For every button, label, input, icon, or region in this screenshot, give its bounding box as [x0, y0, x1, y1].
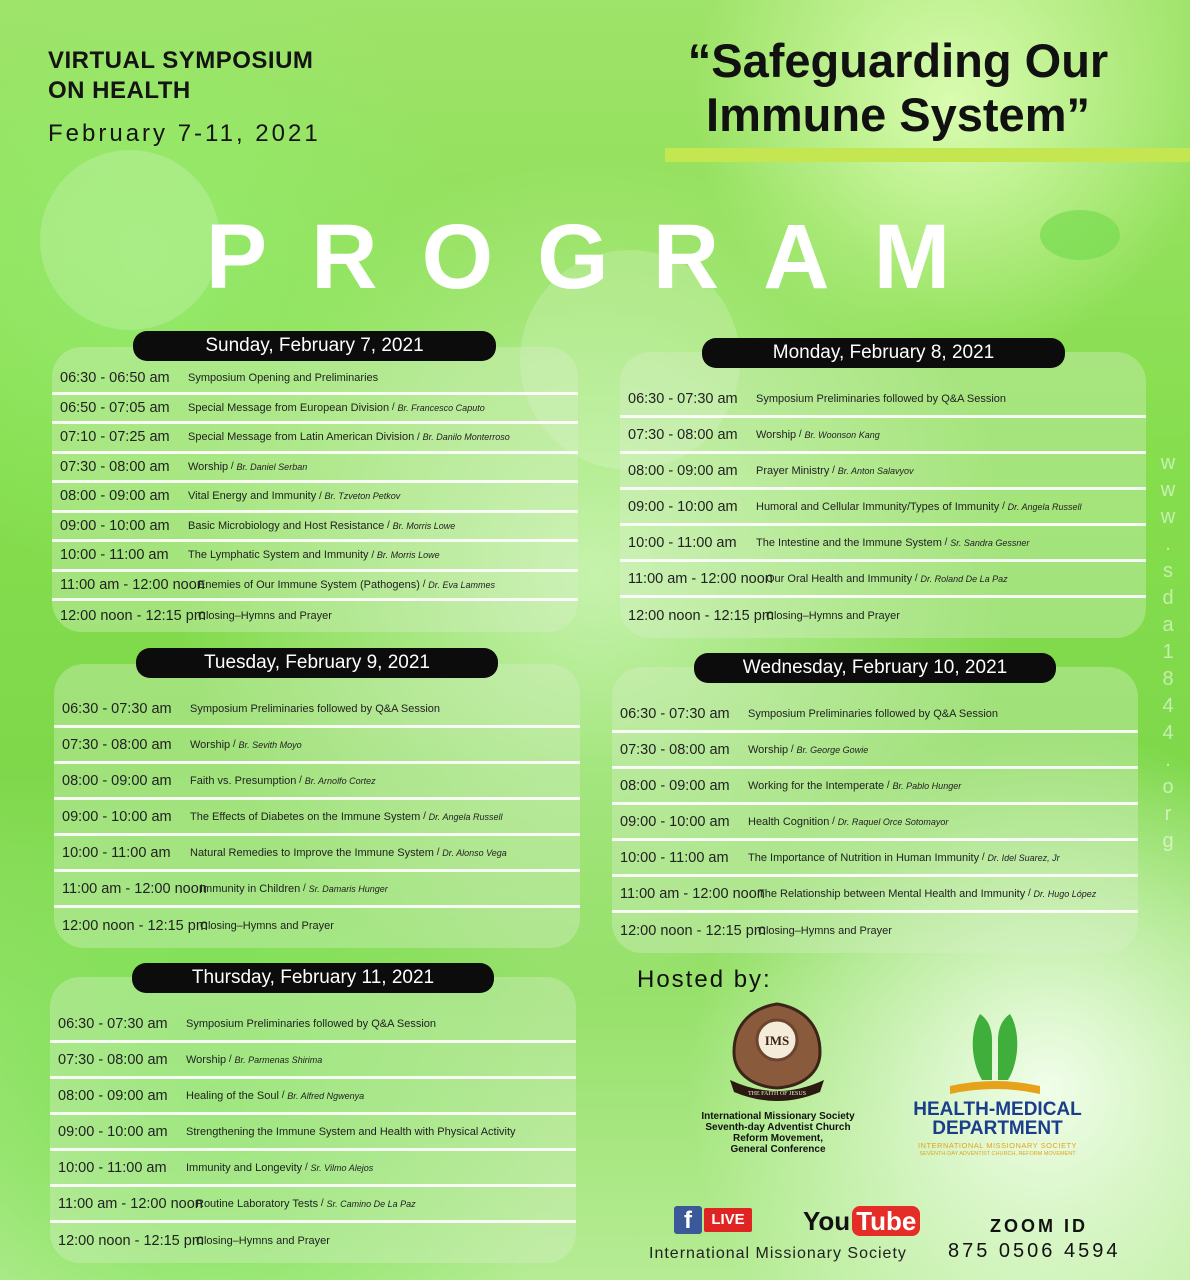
schedule-row [54, 908, 580, 944]
stream-organization: International Missionary Society [649, 1245, 907, 1262]
facebook-live-badge[interactable]: LIVE [704, 1208, 752, 1232]
schedule-topic: Closing–Hymns and Prayer [766, 610, 900, 622]
schedule-rows [620, 382, 1146, 634]
schedule-topic: Closing–Hymns and Prayer [196, 1235, 330, 1247]
website-url [1157, 450, 1179, 855]
ims-seal-logo [722, 1000, 832, 1104]
schedule-time: 06:30 - 06:50 am [60, 370, 170, 387]
day-title-pill: Tuesday, February 9, 2021 [136, 648, 498, 678]
schedule-row [620, 562, 1146, 598]
schedule-topic: Symposium Opening and Preliminaries [188, 372, 379, 385]
schedule-time: 08:00 - 09:00 am [58, 1087, 168, 1104]
schedule-topic: Symposium Preliminaries followed by Q&A Session [190, 702, 441, 715]
schedule-topic: Worship [190, 738, 231, 751]
speaker-separator: / [296, 775, 305, 786]
day-title-pill: Thursday, February 11, 2021 [132, 963, 494, 993]
schedule-speaker: Br. George Gowie [796, 744, 869, 755]
website-char: w [1160, 452, 1176, 474]
website-char: o [1162, 776, 1174, 798]
schedule-time: 09:00 - 10:00 am [620, 813, 730, 830]
event-header [48, 46, 321, 148]
website-char: . [1165, 749, 1171, 771]
schedule-speaker: Br. Woonson Kang [804, 429, 880, 440]
schedule-speaker: Br. Sevith Moyo [238, 739, 302, 750]
schedule-time: 08:00 - 09:00 am [60, 488, 170, 505]
day-card-sunday [52, 331, 578, 632]
schedule-time: 11:00 am - 12:00 noon [58, 1195, 203, 1212]
schedule-speaker: Dr. Raquel Orce Sotomayor [837, 816, 949, 827]
schedule-speaker: Sr. Sandra Gessner [950, 537, 1030, 548]
zoom-label: ZOOM ID [990, 1216, 1088, 1236]
schedule-speaker: Br. Daniel Serban [236, 461, 308, 472]
schedule-row [620, 598, 1146, 634]
speaker-separator: / [318, 1198, 327, 1209]
schedule-row [50, 1007, 576, 1043]
schedule-speaker: Dr. Roland De La Paz [920, 573, 1008, 584]
schedule-topic: Special Message from Latin American Division [188, 431, 415, 444]
theme-underline [665, 148, 1190, 162]
schedule-topic: Routine Laboratory Tests [196, 1197, 319, 1210]
speaker-separator: / [979, 852, 988, 863]
schedule-row [52, 601, 578, 631]
speaker-separator: / [226, 1054, 235, 1065]
schedule-time: 07:30 - 08:00 am [628, 426, 738, 443]
schedule-row [54, 872, 580, 908]
speaker-separator: / [884, 780, 893, 791]
schedule-row [52, 483, 578, 513]
ims-banner-text: THE FAITH OF JESUS [747, 1091, 807, 1097]
schedule-time: 11:00 am - 12:00 noon [60, 576, 205, 593]
schedule-speaker: Dr. Eva Lammes [428, 579, 495, 590]
health-medical-hands-logo [940, 1010, 1050, 1102]
schedule-topic: Our Oral Health and Immunity [766, 572, 913, 585]
youtube-tube: Tube [852, 1206, 920, 1236]
speaker-separator: / [230, 739, 239, 750]
schedule-speaker: Br. Tzveton Petkov [324, 491, 401, 502]
speaker-separator: / [420, 811, 429, 822]
website-char: s [1163, 560, 1173, 582]
schedule-time: 12:00 noon - 12:15 pm [620, 923, 766, 939]
schedule-row [50, 1115, 576, 1151]
ims-name-line: International Missionary Society [701, 1111, 855, 1122]
schedule-row [52, 572, 578, 602]
website-char: 4 [1162, 722, 1174, 744]
schedule-topic: Working for the Intemperate [748, 779, 885, 792]
schedule-row [612, 841, 1138, 877]
schedule-time: 07:30 - 08:00 am [620, 741, 730, 758]
schedule-time: 07:30 - 08:00 am [62, 736, 172, 753]
website-char: d [1162, 587, 1174, 609]
schedule-time: 08:00 - 09:00 am [628, 462, 738, 479]
schedule-topic: Symposium Preliminaries followed by Q&A Session [756, 392, 1007, 405]
schedule-topic: Basic Microbiology and Host Resistance [188, 519, 385, 532]
event-title-line1: VIRTUAL SYMPOSIUM [48, 47, 314, 74]
schedule-speaker: Br. Alfred Ngwenya [287, 1090, 365, 1101]
schedule-time: 11:00 am - 12:00 noon [620, 885, 765, 902]
facebook-icon[interactable]: f [674, 1206, 702, 1234]
schedule-row [612, 733, 1138, 769]
schedule-time: 12:00 noon - 12:15 pm [628, 608, 774, 624]
schedule-speaker: Dr. Idel Suarez, Jr [987, 852, 1060, 863]
day-card-thursday [50, 963, 576, 1263]
website-char: w [1160, 479, 1176, 501]
schedule-speaker: Br. Anton Salavyov [837, 465, 914, 476]
schedule-speaker: Dr. Hugo López [1033, 888, 1097, 899]
youtube-logo[interactable] [803, 1206, 920, 1237]
schedule-speaker: Br. Morris Lowe [376, 550, 440, 561]
speaker-separator: / [302, 1162, 311, 1173]
speaker-separator: / [796, 429, 805, 440]
schedule-time: 12:00 noon - 12:15 pm [62, 918, 208, 934]
schedule-speaker: Br. Francesco Caputo [397, 402, 485, 413]
schedule-speaker: Br. Danilo Monterroso [422, 432, 510, 443]
schedule-topic: Special Message from European Division [188, 401, 390, 414]
schedule-row [612, 697, 1138, 733]
speaker-separator: / [414, 431, 423, 443]
website-char: . [1165, 533, 1171, 555]
schedule-row [52, 542, 578, 572]
website-char: a [1162, 614, 1174, 636]
schedule-topic: The Importance of Nutrition in Human Immunity [748, 851, 980, 864]
schedule-row [612, 877, 1138, 913]
schedule-row [50, 1079, 576, 1115]
hmd-subtitle-small: SEVENTH-DAY ADVENTIST CHURCH, REFORM MOVEMENT [919, 1151, 1076, 1157]
schedule-time: 07:30 - 08:00 am [58, 1051, 168, 1068]
zoom-id: 875 0506 4594 [948, 1240, 1121, 1262]
speaker-separator: / [1025, 888, 1034, 899]
schedule-time: 09:00 - 10:00 am [62, 808, 172, 825]
speaker-separator: / [912, 573, 921, 584]
schedule-topic: The Relationship between Mental Health and Immunity [758, 887, 1026, 900]
website-char: w [1160, 506, 1176, 528]
schedule-row [54, 692, 580, 728]
speaker-separator: / [300, 883, 309, 894]
schedule-time: 09:00 - 10:00 am [58, 1123, 168, 1140]
schedule-rows [52, 365, 578, 631]
schedule-rows [612, 697, 1138, 949]
day-title-pill: Wednesday, February 10, 2021 [694, 653, 1056, 683]
schedule-topic: Natural Remedies to Improve the Immune System [190, 846, 434, 859]
schedule-row [50, 1223, 576, 1259]
schedule-row [52, 513, 578, 543]
speaker-separator: / [829, 465, 838, 476]
decor-leaf [1040, 210, 1120, 260]
speaker-separator: / [316, 490, 325, 502]
schedule-time: 09:00 - 10:00 am [60, 517, 170, 534]
schedule-speaker: Sr. Camino De La Paz [326, 1198, 416, 1209]
event-title-line2: ON HEALTH [48, 77, 191, 104]
schedule-row [54, 728, 580, 764]
speaker-separator: / [278, 1090, 288, 1101]
schedule-time: 08:00 - 09:00 am [62, 772, 172, 789]
schedule-topic: Immunity and Longevity [186, 1161, 303, 1174]
hosted-by-label: Hosted by: [637, 966, 772, 993]
schedule-topic: Symposium Preliminaries followed by Q&A Session [186, 1017, 437, 1030]
schedule-row [620, 490, 1146, 526]
ims-seal-text: IMS [764, 1033, 790, 1048]
schedule-time: 10:00 - 11:00 am [62, 844, 171, 861]
schedule-row [54, 800, 580, 836]
speaker-separator: / [384, 520, 393, 532]
schedule-time: 06:30 - 07:30 am [628, 390, 738, 407]
schedule-topic: Immunity in Children [200, 882, 301, 895]
theme-line2: Immune System” [706, 88, 1090, 141]
schedule-topic: Worship [748, 743, 789, 756]
speaker-separator: / [419, 579, 429, 591]
schedule-time: 12:00 noon - 12:15 pm [60, 607, 206, 624]
schedule-row [52, 454, 578, 484]
schedule-row [50, 1043, 576, 1079]
schedule-row [612, 805, 1138, 841]
schedule-topic: Humoral and Cellular Immunity/Types of Immunity [756, 500, 1000, 513]
schedule-speaker: Dr. Alonso Vega [442, 847, 507, 858]
day-title-pill: Monday, February 8, 2021 [702, 338, 1065, 368]
schedule-time: 10:00 - 11:00 am [620, 849, 729, 866]
speaker-separator: / [829, 816, 838, 827]
website-char: 1 [1162, 641, 1174, 663]
schedule-topic: The Intestine and the Immune System [756, 536, 942, 549]
schedule-speaker: Dr. Angela Russell [428, 811, 503, 822]
speaker-separator: / [228, 461, 237, 473]
theme-line1: “Safeguarding Our [687, 34, 1109, 87]
schedule-speaker: Br. Pablo Hunger [892, 780, 962, 791]
schedule-topic: Enemies of Our Immune System (Pathogens) [198, 578, 420, 591]
schedule-time: 12:00 noon - 12:15 pm [58, 1233, 204, 1249]
schedule-topic: Symposium Preliminaries followed by Q&A Session [748, 707, 999, 720]
schedule-row [54, 764, 580, 800]
schedule-topic: Worship [186, 1053, 227, 1066]
schedule-topic: Worship [756, 428, 797, 441]
schedule-row [612, 913, 1138, 949]
schedule-speaker: Sr. Vilmo Alejos [310, 1162, 374, 1173]
schedule-row [50, 1187, 576, 1223]
speaker-separator: / [788, 744, 797, 755]
schedule-row [52, 365, 578, 395]
website-char: g [1162, 830, 1174, 852]
schedule-speaker: Sr. Damaris Hunger [308, 883, 388, 894]
schedule-speaker: Br. Parmenas Shirima [234, 1054, 323, 1065]
schedule-time: 09:00 - 10:00 am [628, 498, 738, 515]
schedule-time: 10:00 - 11:00 am [58, 1159, 167, 1176]
day-card-tuesday [54, 648, 580, 948]
ims-name [680, 1111, 876, 1155]
schedule-topic: Faith vs. Presumption [190, 774, 297, 787]
schedule-row [52, 424, 578, 454]
schedule-topic: Healing of the Soul [186, 1089, 279, 1102]
schedule-time: 11:00 am - 12:00 noon [62, 880, 207, 897]
schedule-topic: Closing–Hymns and Prayer [198, 609, 332, 622]
schedule-time: 06:30 - 07:30 am [620, 705, 730, 722]
schedule-row [52, 395, 578, 425]
schedule-time: 06:50 - 07:05 am [60, 399, 170, 416]
website-char: 8 [1162, 668, 1174, 690]
speaker-separator: / [389, 402, 398, 414]
hmd-title-line: DEPARTMENT [932, 1118, 1063, 1139]
website-char: r [1164, 803, 1172, 825]
schedule-time: 07:30 - 08:00 am [60, 458, 170, 475]
schedule-rows [50, 1007, 576, 1259]
day-title-pill: Sunday, February 7, 2021 [133, 331, 496, 361]
schedule-topic: The Lymphatic System and Immunity [188, 549, 369, 562]
schedule-row [620, 382, 1146, 418]
hmd-subtitle: INTERNATIONAL MISSIONARY SOCIETY [917, 1141, 1078, 1150]
schedule-row [620, 526, 1146, 562]
hmd-title-line: HEALTH-MEDICAL [913, 1099, 1082, 1120]
hmd-title [900, 1100, 1095, 1138]
schedule-topic: Closing–Hymns and Prayer [200, 920, 334, 932]
schedule-topic: Prayer Ministry [756, 464, 830, 477]
day-card-wednesday [612, 653, 1138, 953]
schedule-topic: Vital Energy and Immunity [188, 490, 317, 503]
schedule-speaker: Br. Morris Lowe [392, 520, 456, 531]
schedule-time: 06:30 - 07:30 am [62, 700, 172, 717]
schedule-topic: Closing–Hymns and Prayer [758, 925, 892, 937]
schedule-time: 11:00 am - 12:00 noon [628, 570, 773, 587]
schedule-time: 07:10 - 07:25 am [60, 429, 170, 446]
schedule-time: 10:00 - 11:00 am [628, 534, 737, 551]
speaker-separator: / [368, 549, 377, 561]
schedule-row [54, 836, 580, 872]
schedule-time: 08:00 - 09:00 am [620, 777, 730, 794]
schedule-topic: Worship [188, 460, 229, 473]
schedule-rows [54, 692, 580, 944]
schedule-row [620, 418, 1146, 454]
schedule-topic: Health Cognition [748, 815, 830, 828]
ims-name-line: Reform Movement, [732, 1133, 823, 1144]
schedule-speaker: Dr. Angela Russell [1007, 501, 1082, 512]
website-char: 4 [1162, 695, 1174, 717]
speaker-separator: / [999, 501, 1008, 512]
schedule-row [612, 769, 1138, 805]
schedule-topic: Strengthening the Immune System and Health with Physical Activity [186, 1125, 516, 1138]
schedule-time: 10:00 - 11:00 am [60, 547, 169, 564]
youtube-you: You [803, 1206, 851, 1236]
day-card-monday [620, 338, 1146, 638]
ims-name-line: Seventh-day Adventist Church [705, 1122, 851, 1133]
event-dates: February 7-11, 2021 [48, 120, 321, 147]
speaker-separator: / [941, 537, 951, 548]
schedule-row [620, 454, 1146, 490]
schedule-time: 06:30 - 07:30 am [58, 1015, 168, 1032]
schedule-speaker: Br. Arnolfo Cortez [304, 775, 376, 786]
theme-title [663, 34, 1133, 142]
speaker-separator: / [433, 847, 443, 858]
program-title: PROGRAM [205, 206, 995, 308]
schedule-row [50, 1151, 576, 1187]
schedule-topic: The Effects of Diabetes on the Immune System [190, 810, 421, 823]
ims-name-line: General Conference [730, 1144, 826, 1155]
